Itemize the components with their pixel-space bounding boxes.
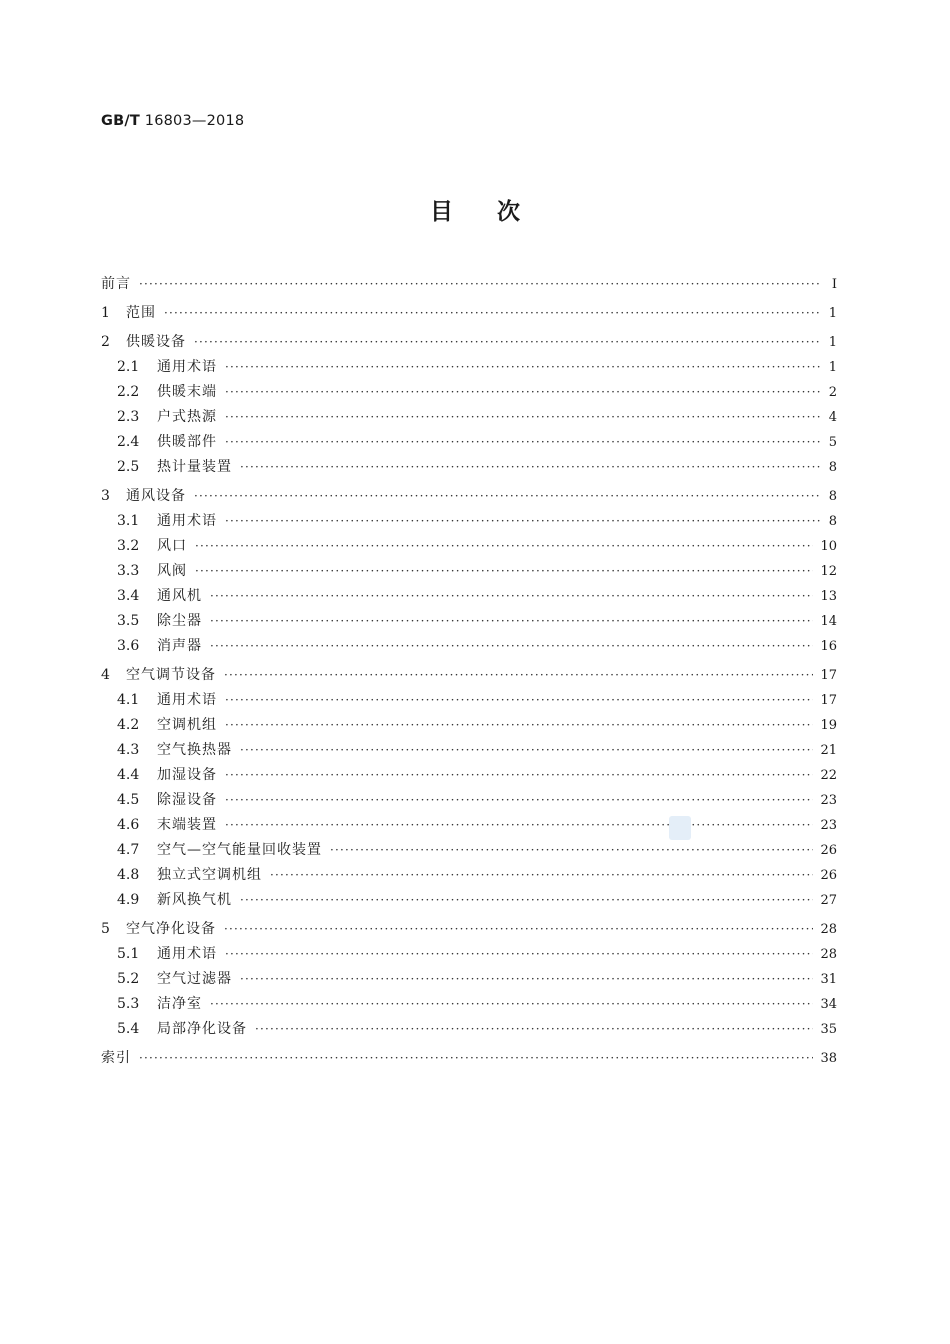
toc-dot-leader: [225, 509, 821, 534]
toc-dot-leader: [330, 838, 813, 863]
toc-entry-page: 8: [828, 489, 837, 504]
standard-prefix: GB/T: [101, 113, 140, 129]
toc-entry-number: 3.5: [117, 613, 140, 629]
toc-dot-leader: [195, 559, 813, 584]
toc-entry-number: 5.3: [117, 996, 140, 1012]
toc-entry-page: 14: [820, 614, 837, 629]
toc-entry-page: 38: [820, 1051, 837, 1066]
toc-entry-label: 通风机: [157, 588, 202, 604]
toc-entry-page: 10: [820, 539, 837, 554]
toc-entry[interactable]: [101, 942, 837, 967]
toc-entry-number: 3.3: [117, 563, 140, 579]
page-title: 目次: [430, 199, 564, 225]
toc-entry[interactable]: [101, 484, 837, 509]
toc-entry[interactable]: [101, 534, 837, 559]
toc-entry-page: 1: [828, 335, 837, 350]
toc-entry[interactable]: [101, 688, 837, 713]
toc-dot-leader: [240, 455, 821, 480]
toc-dot-leader: [210, 584, 813, 609]
toc-entry-label: 供暖设备: [126, 334, 186, 350]
toc-entry-label: 消声器: [157, 638, 202, 654]
toc-entry-page: 35: [820, 1022, 837, 1037]
toc-entry-page: 31: [820, 972, 837, 987]
toc-entry-label: 风口: [157, 538, 187, 554]
toc-entry-label: 局部净化设备: [157, 1021, 247, 1037]
toc-entry[interactable]: [101, 713, 837, 738]
toc-dot-leader: [194, 330, 821, 355]
toc-entry-page: 19: [820, 718, 837, 733]
toc-entry-number: 2.1: [117, 359, 140, 375]
toc-dot-leader: [195, 534, 813, 559]
toc-entry-label: 通用术语: [157, 513, 217, 529]
toc-entry-page: 5: [828, 435, 837, 450]
toc-entry[interactable]: [101, 272, 837, 297]
toc-entry[interactable]: [101, 355, 837, 380]
toc-entry-page: 28: [820, 922, 837, 937]
toc-entry-label: 供暖部件: [157, 434, 217, 450]
toc-entry-page: 8: [828, 460, 837, 475]
toc-entry[interactable]: [101, 330, 837, 355]
toc-entry-label: 新风换气机: [157, 892, 232, 908]
toc-dot-leader: [225, 713, 813, 738]
toc-entry[interactable]: [101, 863, 837, 888]
toc-dot-leader: [225, 813, 813, 838]
toc-entry-label: 热计量装置: [157, 459, 232, 475]
toc-entry-number: 4.5: [117, 792, 140, 808]
toc-entry-number: 3.4: [117, 588, 140, 604]
toc-entry-label: 空调机组: [157, 717, 217, 733]
toc-entry-page: 1: [828, 306, 837, 321]
toc-entry-number: 5.1: [117, 946, 140, 962]
toc-dot-leader: [210, 634, 813, 659]
toc-entry-page: 2: [828, 385, 837, 400]
toc-entry-page: 23: [820, 793, 837, 808]
toc-dot-leader: [139, 1046, 813, 1071]
toc-entry-page: I: [831, 277, 837, 292]
toc-entry-number: 3.2: [117, 538, 140, 554]
toc-entry-label: 通用术语: [157, 692, 217, 708]
toc-dot-leader: [210, 609, 813, 634]
toc-dot-leader: [225, 763, 813, 788]
toc-entry-page: 12: [820, 564, 837, 579]
toc-entry-number: 1: [101, 305, 110, 321]
toc-entry-label: 通风设备: [126, 488, 186, 504]
toc-entry[interactable]: [101, 405, 837, 430]
toc-dot-leader: [225, 942, 813, 967]
toc-entry-label: 除尘器: [157, 613, 202, 629]
toc-entry-label: 通用术语: [157, 359, 217, 375]
toc-entry[interactable]: [101, 559, 837, 584]
toc-entry[interactable]: [101, 455, 837, 480]
toc-entry[interactable]: [101, 917, 837, 942]
toc-entry-page: 27: [820, 893, 837, 908]
toc-entry-number: 4: [101, 667, 110, 683]
toc-entry-label: 洁净室: [157, 996, 202, 1012]
toc-entry[interactable]: [101, 663, 837, 688]
toc-dot-leader: [240, 967, 813, 992]
toc-entry-label: 户式热源: [157, 409, 217, 425]
toc-entry[interactable]: [101, 788, 837, 813]
toc-entry-number: 5.4: [117, 1021, 140, 1037]
toc-dot-leader: [225, 688, 813, 713]
toc-entry[interactable]: [101, 380, 837, 405]
toc-dot-leader: [240, 738, 813, 763]
toc-dot-leader: [225, 405, 821, 430]
toc-entry[interactable]: [101, 430, 837, 455]
toc-entry-number: 5: [101, 921, 110, 937]
toc-entry-label: 空气调节设备: [126, 667, 216, 683]
toc-entry-number: 2.3: [117, 409, 140, 425]
toc-entry[interactable]: [101, 763, 837, 788]
toc-entry-label: 风阀: [157, 563, 187, 579]
toc-entry-page: 21: [820, 743, 837, 758]
toc-entry-page: 23: [820, 818, 837, 833]
toc-entry-page: 17: [820, 693, 837, 708]
toc-entry[interactable]: [101, 609, 837, 634]
toc-entry-number: 4.6: [117, 817, 140, 833]
toc-entry-label: 加湿设备: [157, 767, 217, 783]
toc-entry-label: 独立式空调机组: [157, 867, 262, 883]
toc-entry[interactable]: [101, 992, 837, 1017]
toc-dot-leader: [224, 917, 813, 942]
toc-entry-label: 范围: [126, 305, 156, 321]
toc-entry-number: 4.2: [117, 717, 140, 733]
toc-entry-page: 26: [820, 843, 837, 858]
toc-entry-label: 空气换热器: [157, 742, 232, 758]
toc-entry[interactable]: [101, 509, 837, 534]
toc-entry-label: 通用术语: [157, 946, 217, 962]
toc-entry[interactable]: [101, 584, 837, 609]
toc-entry-page: 17: [820, 668, 837, 683]
toc-entry[interactable]: [101, 301, 837, 326]
toc-dot-leader: [225, 355, 821, 380]
toc-entry-number: 2.2: [117, 384, 140, 400]
toc-entry-number: 2.4: [117, 434, 140, 450]
toc-entry-label: 除湿设备: [157, 792, 217, 808]
toc-dot-leader: [139, 272, 821, 297]
toc-dot-leader: [194, 484, 821, 509]
table-of-contents: [101, 272, 837, 1071]
toc-dot-leader: [225, 380, 821, 405]
toc-entry-page: 16: [820, 639, 837, 654]
toc-entry-label: 供暖末端: [157, 384, 217, 400]
toc-dot-leader: [240, 888, 813, 913]
toc-entry-page: 34: [820, 997, 837, 1012]
toc-entry-number: 3.1: [117, 513, 140, 529]
toc-entry-number: 4.4: [117, 767, 140, 783]
toc-entry-page: 22: [820, 768, 837, 783]
toc-entry-number: 3: [101, 488, 110, 504]
toc-entry[interactable]: [101, 838, 837, 863]
toc-entry-number: 4.3: [117, 742, 140, 758]
toc-entry[interactable]: [101, 738, 837, 763]
toc-entry-number: 4.8: [117, 867, 140, 883]
toc-entry-label: 空气—空气能量回收装置: [157, 842, 322, 858]
toc-entry-label: 空气过滤器: [157, 971, 232, 987]
watermark-mark: [669, 816, 691, 840]
standard-number: 16803—2018: [144, 113, 245, 129]
toc-dot-leader: [225, 788, 813, 813]
toc-dot-leader: [255, 1017, 813, 1042]
toc-dot-leader: [225, 430, 821, 455]
toc-entry[interactable]: [101, 634, 837, 659]
standard-code: [101, 113, 244, 129]
toc-dot-leader: [164, 301, 821, 326]
toc-entry-page: 8: [828, 514, 837, 529]
toc-dot-leader: [270, 863, 813, 888]
toc-entry-label: 空气净化设备: [126, 921, 216, 937]
toc-entry-number: 4.9: [117, 892, 140, 908]
toc-entry-number: 3.6: [117, 638, 140, 654]
toc-entry-number: 2.5: [117, 459, 140, 475]
toc-entry[interactable]: [101, 967, 837, 992]
toc-dot-leader: [224, 663, 813, 688]
toc-entry-label: 索引: [101, 1050, 131, 1066]
toc-entry-number: 5.2: [117, 971, 140, 987]
toc-entry[interactable]: [101, 1017, 837, 1042]
toc-entry-number: 2: [101, 334, 110, 350]
toc-entry-number: 4.1: [117, 692, 140, 708]
toc-entry-label: 末端装置: [157, 817, 217, 833]
toc-entry-number: 4.7: [117, 842, 140, 858]
toc-entry[interactable]: [101, 1046, 837, 1071]
toc-dot-leader: [210, 992, 813, 1017]
toc-entry-page: 13: [820, 589, 837, 604]
toc-entry-label: 前言: [101, 276, 131, 292]
toc-entry[interactable]: [101, 888, 837, 913]
toc-entry-page: 4: [828, 410, 837, 425]
toc-entry[interactable]: [101, 813, 837, 838]
toc-entry-page: 28: [820, 947, 837, 962]
toc-entry-page: 1: [828, 360, 837, 375]
toc-entry-page: 26: [820, 868, 837, 883]
